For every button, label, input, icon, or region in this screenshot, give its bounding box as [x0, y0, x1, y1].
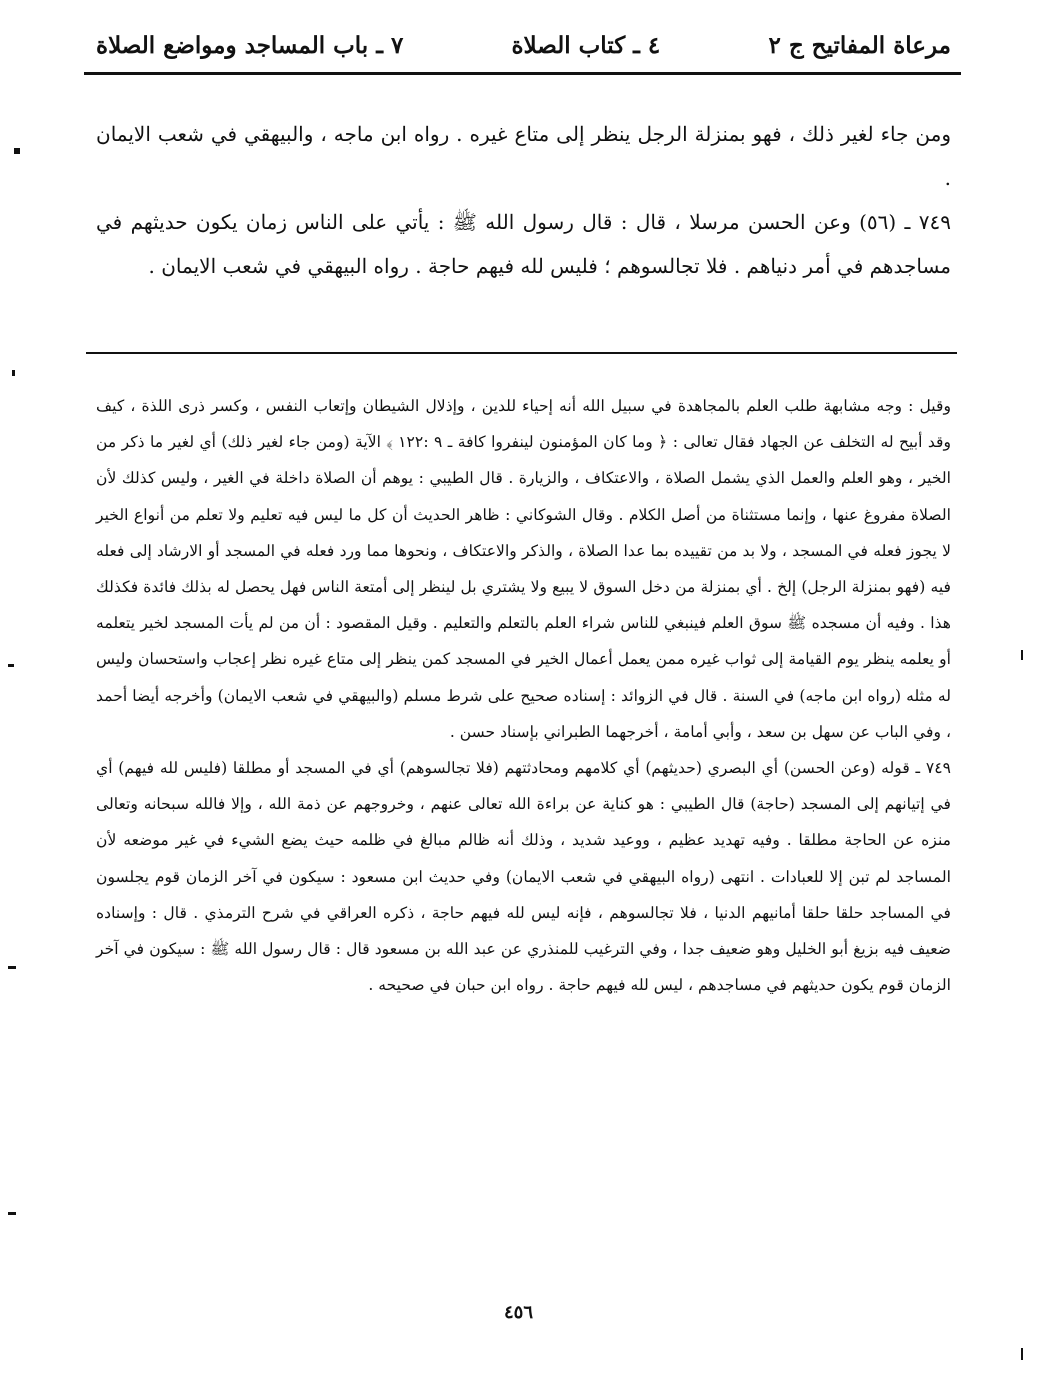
scan-mark — [12, 370, 15, 376]
hadith-paragraph-2: ٧٤٩ ـ (٥٦) وعن الحسن مرسلا ، قال : قال رسول الله ﷺ : يأتي على الناس زمان يكون حديثهم في مساجدهم في أمر دنياهم . فلا تجالسوهم ؛ فليس لله فيهم حاجة . رواه البيهقي في شعب الايمان . — [96, 210, 951, 278]
commentary-separator — [86, 352, 957, 354]
page-number: ٤٥٦ — [503, 1302, 533, 1323]
scan-mark — [1021, 650, 1023, 660]
scan-mark — [8, 664, 14, 667]
hadith-paragraph-1: ومن جاء لغير ذلك ، فهو بمنزلة الرجل ينظر إلى متاع غيره . رواه ابن ماجه ، والبيهقي في شعب الايمان . — [96, 122, 951, 190]
header-rule — [84, 72, 961, 75]
commentary — [96, 388, 951, 1003]
scan-mark — [1021, 1348, 1023, 1360]
header-section: ٧ ـ باب المساجد ومواضع الصلاة — [96, 31, 404, 59]
hadith-text — [96, 112, 951, 288]
header-book-title: مرعاة المفاتيح ج ٢ — [768, 31, 951, 59]
header-chapter: ٤ ـ كتاب الصلاة — [511, 31, 661, 59]
scan-mark — [8, 1212, 16, 1215]
commentary-paragraph-2: ٧٤٩ ـ قوله (وعن الحسن) أي البصري (حديثهم) أي كلامهم ومحادثتهم (فلا تجالسوهم) أي في المسجد أو مطلقا (فليس لله فيهم) أي في إتيانهم إلى المسجد (حاجة) قال الطيبي : هو كناية عن براءة الله تعالى عنهم ، وخروجهم عن ذمة الله ، وإلا فالله سبحانه وتعالى منزه عن الحاجة مطلقا . وفيه تهديد عظيم ، ووعيد شديد ، وذلك أنه ظالم مبالغ في ظلمه حيث يضع الشيء في غير موضعه لأن المساجد لم تبن إلا للعبادات . انتهى (رواه البيهقي في شعب الايمان) وفي حديث ابن مسعود : سيكون في آخر الزمان قوم يجلسون في المساجد حلقا حلقا أمانيهم الدنيا ، فلا تجالسوهم ، فإنه ليس لله فيهم حاجة ، ذكره العراقي في شرح الترمذي . قال : وإسناده ضعيف فيه بزيغ أبو الخليل وهو ضعيف جدا ، وفي الترغيب للمنذري عن عبد الله بن مسعود قال : قال رسول الله ﷺ : سيكون في آخر الزمان قوم يكون حديثهم في مساجدهم ، ليس لله فيهم حاجة . رواه ابن حبان في صحيحه . — [96, 759, 951, 995]
running-header — [96, 22, 951, 68]
scan-mark — [14, 148, 20, 154]
scan-mark — [8, 966, 16, 969]
commentary-paragraph-1: وقيل : وجه مشابهة طلب العلم بالمجاهدة في سبيل الله أنه إحياء للدين ، وإذلال الشيطان وإتعاب النفس ، وكسر ذرى اللذة ، كيف وقد أبيح له التخلف عن الجهاد فقال تعالى : ﴿ وما كان المؤمنون لينفروا كافة ـ ٩ :١٢٢ ﴾ الآية (ومن جاء لغير ذلك) أي لغير ما ذكر من الخير ، وهو العلم والعمل الذي يشمل الصلاة ، والاعتكاف ، والزيارة . قال الطيبي : يوهم أن الصلاة داخلة في الغير ، وليس كذلك لأن الصلاة مفروغ عنها ، وإنما مستثناة من أصل الكلام . وقال الشوكاني : ظاهر الحديث أن كل ما ليس فيه تعليم ولا تعلم من أنواع الخير لا يجوز فعله في المسجد ، ولا بد من تقييده بما عدا الصلاة ، والذكر والاعتكاف ، ونحوها مما ورد فعله في المسجد أو الارشاد إلى فعله فيه (فهو بمنزلة الرجل) إلخ . أي بمنزلة من دخل السوق لا يبيع ولا يشتري بل لينظر إلى أمتعة الناس فهل يحصل له بذلك فائدة فكذلك هذا . وفيه أن مسجده ﷺ سوق العلم فينبغي للناس شراء العلم بالتعلم والتعليم . وقيل المقصود : أن من لم يأت المسجد لخير يتعلمه أو يعلمه ينظر يوم القيامة إلى ثواب غيره ممن يعمل أعمال الخير في المسجد كمن ينظر إلى متاع غيره نظر إعجاب واستحسان وليس له مثله (رواه ابن ماجه) في السنة . قال في الزوائد : إسناده صحيح على شرط مسلم (والبيهقي في شعب الايمان) وأخرجه أيضا أحمد ، وفي الباب عن سهل بن سعد ، وأبي أمامة ، أخرجهما الطبراني بإسناد حسن . — [96, 397, 951, 741]
